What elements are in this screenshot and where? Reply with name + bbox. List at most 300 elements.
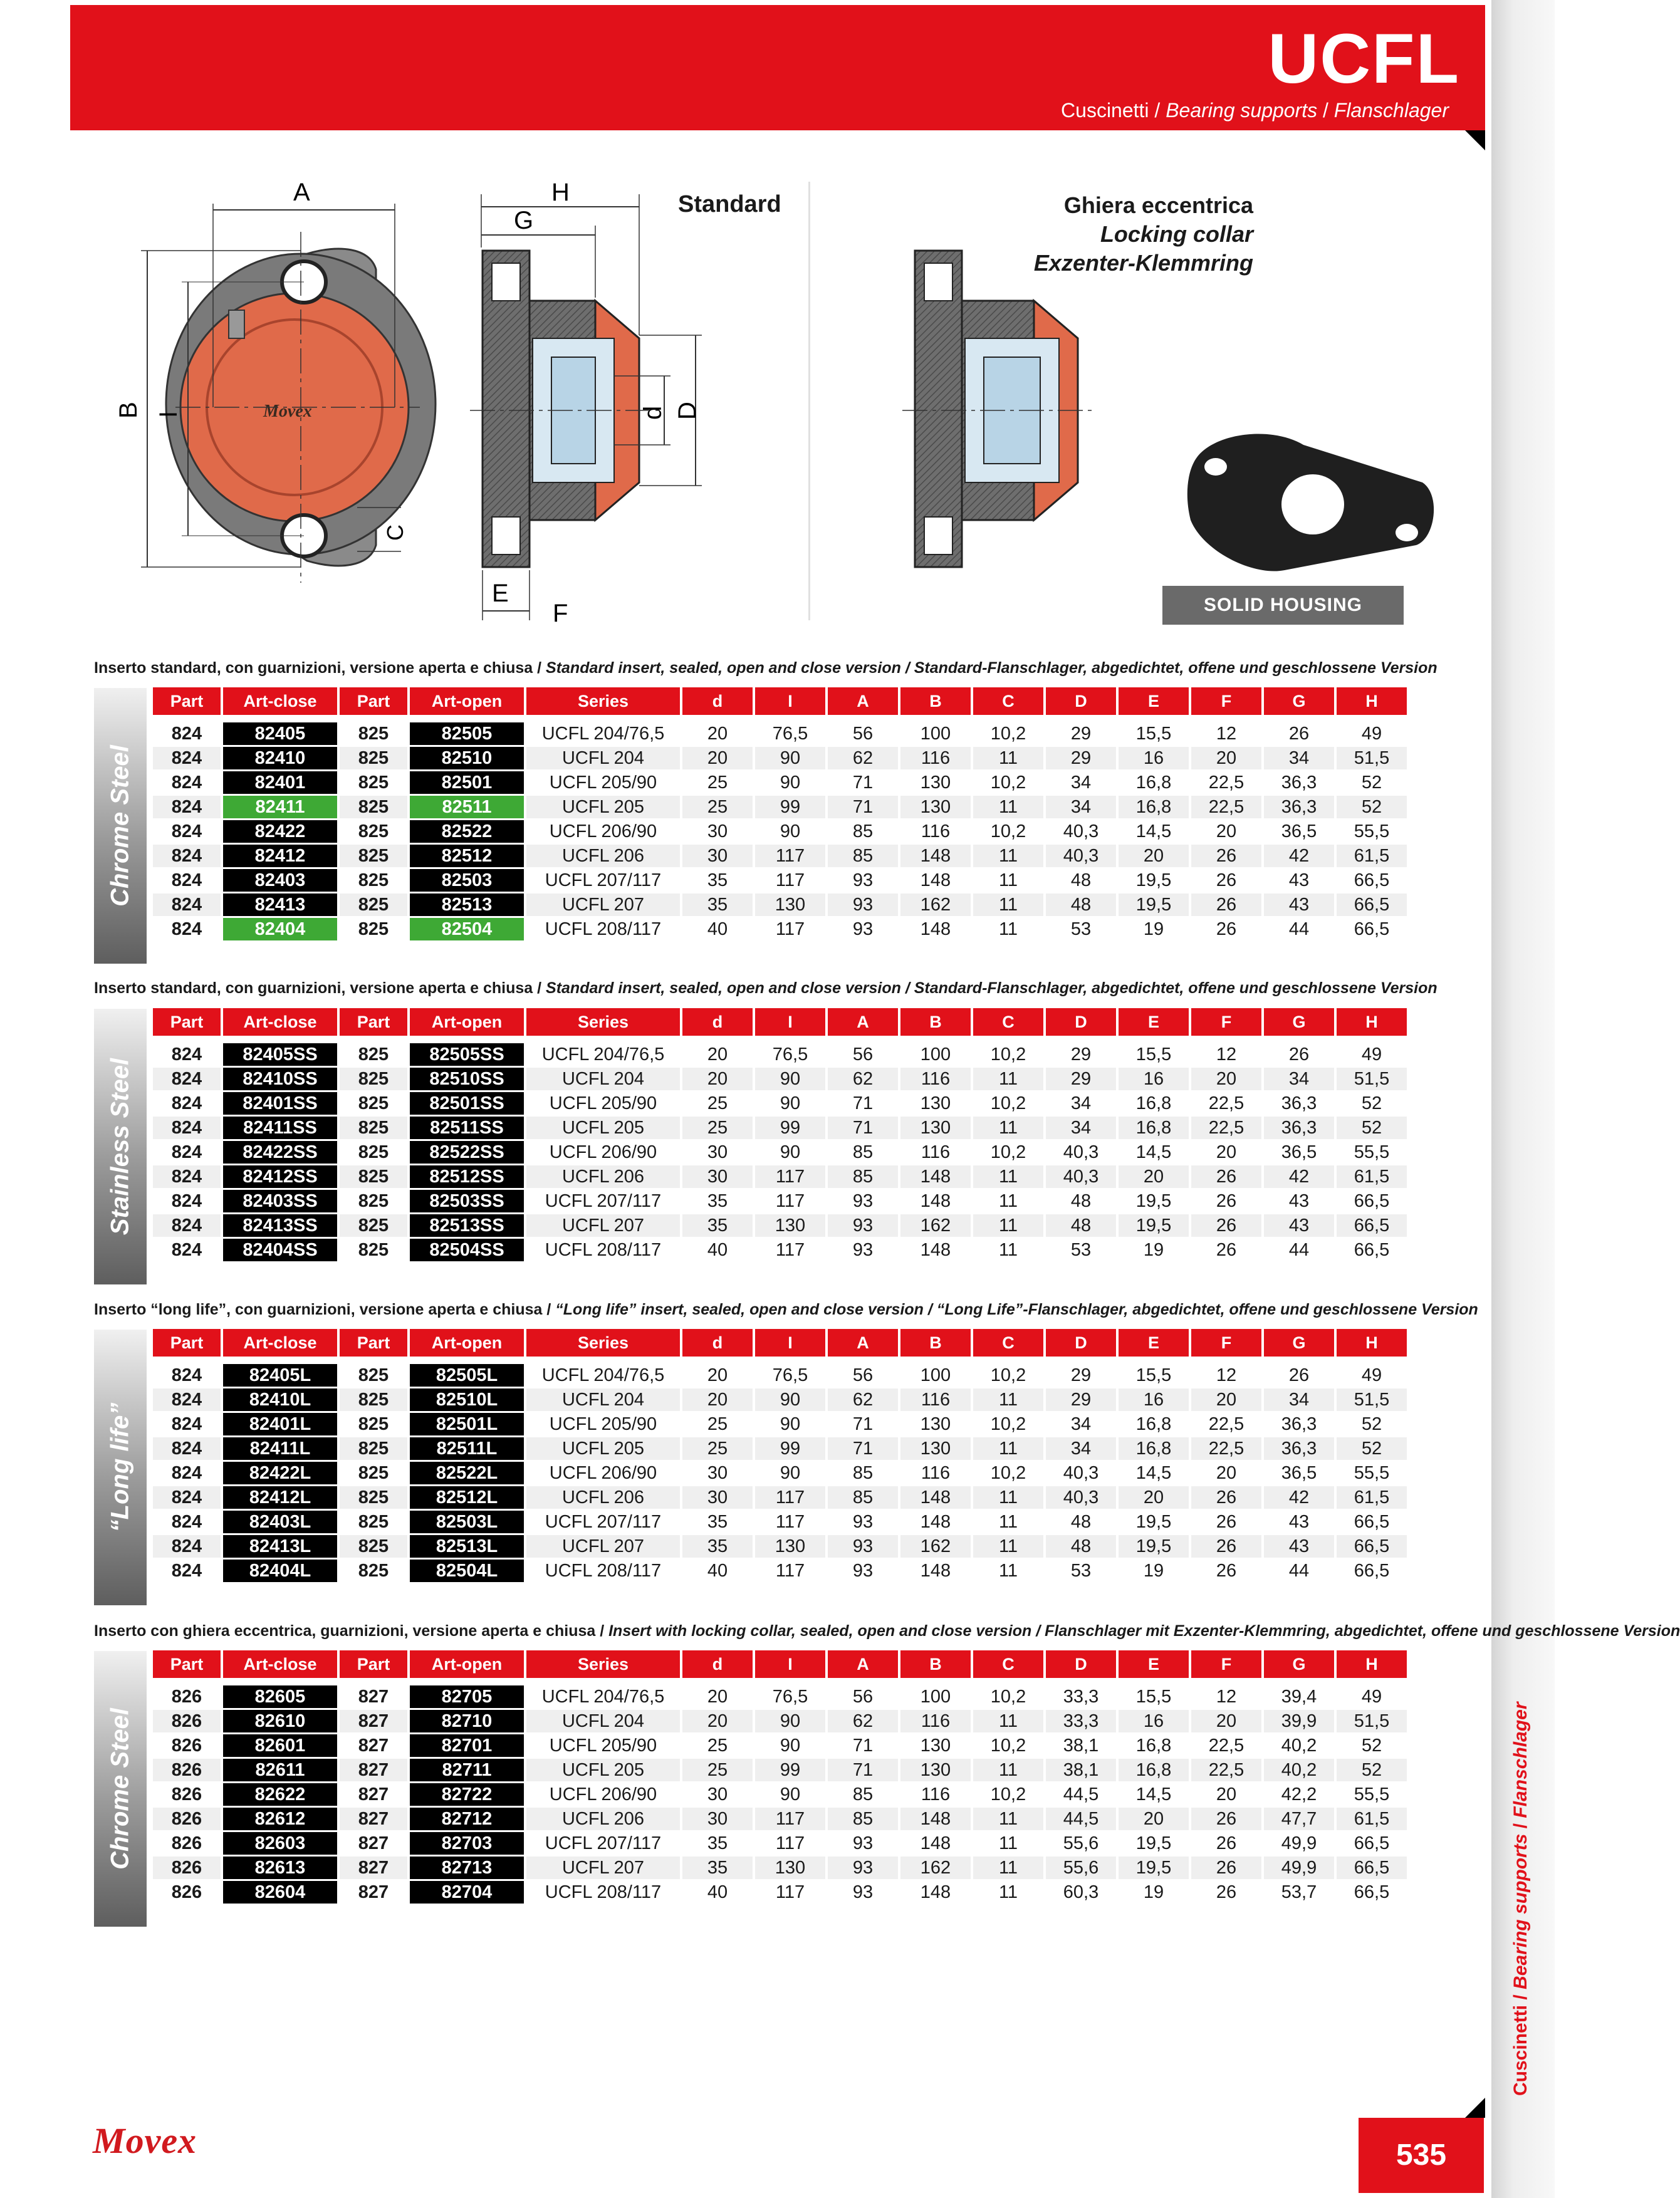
- column-header: d: [682, 1008, 753, 1036]
- table-cell: 40,3: [1046, 845, 1116, 867]
- subtitle-en: Bearing supports: [1166, 99, 1318, 122]
- table-cell: 71: [828, 1437, 898, 1460]
- side-title-de: Flanschlager: [1510, 1702, 1531, 1818]
- table-row: [153, 1734, 1407, 1757]
- table-cell: 10,2: [973, 1364, 1043, 1387]
- table-cell: 826: [153, 1783, 221, 1806]
- table-cell: 85: [828, 1486, 898, 1509]
- table-cell: 148: [900, 1190, 971, 1212]
- art-open-cell: 82501: [410, 771, 524, 794]
- table-cell: 825: [340, 1511, 407, 1533]
- table-cell: 49: [1337, 722, 1407, 745]
- series-cell: UCFL 204/76,5: [526, 1364, 680, 1387]
- art-close-cell: 82603: [223, 1832, 337, 1855]
- column-header: Part: [153, 1650, 221, 1678]
- table-cell: 35: [682, 1857, 753, 1879]
- subtitle-sep: /: [1149, 99, 1166, 122]
- table-cell: 11: [973, 1808, 1043, 1830]
- table-cell: 16,8: [1119, 1092, 1189, 1115]
- dim-B: B: [115, 402, 142, 419]
- side-title-it: Cuscinetti: [1510, 2004, 1531, 2096]
- column-header: D: [1046, 1329, 1116, 1357]
- table-cell: 824: [153, 918, 221, 940]
- table-cell: 93: [828, 1511, 898, 1533]
- series-cell: UCFL 204: [526, 747, 680, 769]
- table-cell: 100: [900, 722, 971, 745]
- table-cell: 148: [900, 918, 971, 940]
- table-cell: 40,2: [1264, 1734, 1334, 1757]
- table-cell: 20: [1191, 747, 1261, 769]
- column-header: C: [973, 1329, 1043, 1357]
- series-cell: UCFL 207: [526, 1535, 680, 1558]
- table-cell: 43: [1264, 1511, 1334, 1533]
- table-cell: 48: [1046, 1190, 1116, 1212]
- table-cell: 11: [973, 1511, 1043, 1533]
- table-cell: 826: [153, 1734, 221, 1757]
- side-running-title: [1510, 1702, 1531, 2096]
- table-row: [153, 869, 1407, 892]
- table-cell: 40,3: [1046, 1486, 1116, 1509]
- table-cell: 824: [153, 1141, 221, 1164]
- column-header: I: [755, 1329, 825, 1357]
- table-cell: 116: [900, 747, 971, 769]
- table-row: [153, 845, 1407, 867]
- subtitle-it: Cuscinetti: [1061, 99, 1149, 122]
- column-header: I: [755, 1650, 825, 1678]
- art-close-cell: 82401L: [223, 1413, 337, 1435]
- table-cell: 29: [1046, 1388, 1116, 1411]
- art-open-cell: 82511SS: [410, 1117, 524, 1139]
- side-title-sep: /: [1510, 1989, 1531, 2005]
- series-cell: UCFL 204/76,5: [526, 1043, 680, 1066]
- table-cell: 71: [828, 1413, 898, 1435]
- table-cell: 25: [682, 1437, 753, 1460]
- table-row: [153, 1535, 1407, 1558]
- table-cell: 71: [828, 1759, 898, 1781]
- art-close-cell: 82422SS: [223, 1141, 337, 1164]
- table-cell: 44,5: [1046, 1783, 1116, 1806]
- table-cell: 71: [828, 1117, 898, 1139]
- table-cell: 42,2: [1264, 1783, 1334, 1806]
- table-cell: 26: [1191, 1239, 1261, 1261]
- table-cell: 116: [900, 1462, 971, 1484]
- table-cell: 25: [682, 1759, 753, 1781]
- section-caption: [94, 979, 1437, 997]
- table-cell: 34: [1046, 1437, 1116, 1460]
- table-cell: 39,4: [1264, 1685, 1334, 1708]
- header-notch: [1465, 130, 1485, 150]
- table-cell: 824: [153, 722, 221, 745]
- section-caption: [94, 659, 1437, 677]
- series-cell: UCFL 207: [526, 1857, 680, 1879]
- table-cell: 827: [340, 1881, 407, 1904]
- column-header: Part: [153, 1329, 221, 1357]
- table-cell: 11: [973, 1486, 1043, 1509]
- table-cell: 26: [1191, 1881, 1261, 1904]
- series-cell: UCFL 205: [526, 1759, 680, 1781]
- table-cell: 15,5: [1119, 1685, 1189, 1708]
- table-row: [153, 1710, 1407, 1732]
- column-header: Art-close: [223, 1329, 337, 1357]
- table-cell: 824: [153, 1364, 221, 1387]
- column-header: E: [1119, 1008, 1189, 1036]
- art-open-cell: 82501SS: [410, 1092, 524, 1115]
- table-header-row: [153, 1329, 1407, 1357]
- table-cell: 33,3: [1046, 1685, 1116, 1708]
- table-row: [153, 1783, 1407, 1806]
- column-header: I: [755, 687, 825, 715]
- column-header: Art-open: [410, 1650, 524, 1678]
- table-cell: 824: [153, 1462, 221, 1484]
- table-cell: 62: [828, 1710, 898, 1732]
- section-side-label: [94, 688, 147, 964]
- dim-G: G: [514, 207, 534, 234]
- table-cell: 11: [973, 1857, 1043, 1879]
- table-cell: 10,2: [973, 1413, 1043, 1435]
- table-row: [153, 1214, 1407, 1237]
- art-close-cell: 82413SS: [223, 1214, 337, 1237]
- table-cell: 825: [340, 1364, 407, 1387]
- table-cell: 10,2: [973, 1141, 1043, 1164]
- column-header: H: [1337, 1329, 1407, 1357]
- art-close-cell: 82411L: [223, 1437, 337, 1460]
- table-cell: 34: [1046, 796, 1116, 818]
- table-cell: 30: [682, 820, 753, 843]
- table-cell: 20: [1119, 1808, 1189, 1830]
- caption-it: Inserto standard, con guarnizioni, versione aperta e chiusa /: [94, 979, 546, 997]
- art-close-cell: 82404L: [223, 1560, 337, 1582]
- table-cell: 130: [900, 796, 971, 818]
- table-cell: 148: [900, 869, 971, 892]
- product-table: [150, 1648, 1409, 1905]
- table-row: [153, 1141, 1407, 1164]
- table-cell: 51,5: [1337, 1388, 1407, 1411]
- series-cell: UCFL 206: [526, 1486, 680, 1509]
- table-cell: 99: [755, 1117, 825, 1139]
- collar-de: Exzenter-Klemmring: [1033, 250, 1253, 276]
- column-header: Series: [526, 1650, 680, 1678]
- dim-A: A: [293, 179, 310, 206]
- table-row: [153, 771, 1407, 794]
- table-cell: 148: [900, 1560, 971, 1582]
- table-cell: 10,2: [973, 771, 1043, 794]
- series-cell: UCFL 204: [526, 1068, 680, 1090]
- table-cell: 19,5: [1119, 1535, 1189, 1558]
- table-cell: 20: [682, 1685, 753, 1708]
- table-cell: 36,3: [1264, 1437, 1334, 1460]
- table-cell: 824: [153, 1165, 221, 1188]
- table-cell: 99: [755, 796, 825, 818]
- column-header: D: [1046, 1650, 1116, 1678]
- table-cell: 16,8: [1119, 1734, 1189, 1757]
- art-close-cell: 82411SS: [223, 1117, 337, 1139]
- subtitle-de: Flanschlager: [1333, 99, 1449, 122]
- table-cell: 14,5: [1119, 1462, 1189, 1484]
- table-cell: 827: [340, 1759, 407, 1781]
- table-row: [153, 1068, 1407, 1090]
- caption-en-de: Standard insert, sealed, open and close version / Standard-Flanschlager, abgedichtet, offene und geschlossene Version: [546, 659, 1437, 677]
- table-cell: 116: [900, 1710, 971, 1732]
- table-cell: 26: [1191, 1808, 1261, 1830]
- column-header: Part: [340, 1650, 407, 1678]
- art-close-cell: 82405L: [223, 1364, 337, 1387]
- art-close-cell: 82613: [223, 1857, 337, 1879]
- table-cell: 48: [1046, 1535, 1116, 1558]
- art-open-cell: 82710: [410, 1710, 524, 1732]
- column-header: E: [1119, 1329, 1189, 1357]
- column-header: F: [1191, 1008, 1261, 1036]
- table-cell: 16,8: [1119, 1437, 1189, 1460]
- table-cell: 93: [828, 1881, 898, 1904]
- table-cell: 11: [973, 1214, 1043, 1237]
- column-header: Part: [340, 1329, 407, 1357]
- table-cell: 825: [340, 1141, 407, 1164]
- table-cell: 16: [1119, 1710, 1189, 1732]
- table-cell: 30: [682, 1462, 753, 1484]
- table-cell: 825: [340, 1117, 407, 1139]
- table-cell: 117: [755, 1511, 825, 1533]
- art-open-cell: 82511L: [410, 1437, 524, 1460]
- column-header: Art-open: [410, 1329, 524, 1357]
- art-close-cell: 82411: [223, 796, 337, 818]
- table-cell: 61,5: [1337, 845, 1407, 867]
- table-cell: 66,5: [1337, 1560, 1407, 1582]
- table-cell: 33,3: [1046, 1710, 1116, 1732]
- table-cell: 827: [340, 1734, 407, 1757]
- table-cell: 11: [973, 1117, 1043, 1139]
- table-cell: 16: [1119, 1388, 1189, 1411]
- art-open-cell: 82522SS: [410, 1141, 524, 1164]
- table-cell: 66,5: [1337, 1214, 1407, 1237]
- art-open-cell: 82704: [410, 1881, 524, 1904]
- table-cell: 19,5: [1119, 1857, 1189, 1879]
- table-cell: 20: [1191, 1068, 1261, 1090]
- section-side-label: [94, 1330, 147, 1605]
- table-cell: 16,8: [1119, 1413, 1189, 1435]
- table-cell: 11: [973, 1881, 1043, 1904]
- art-open-cell: 82510L: [410, 1388, 524, 1411]
- art-open-cell: 82504SS: [410, 1239, 524, 1261]
- table-cell: 20: [1119, 845, 1189, 867]
- table-cell: 19,5: [1119, 1832, 1189, 1855]
- table-cell: 16,8: [1119, 1117, 1189, 1139]
- art-close-cell: 82403L: [223, 1511, 337, 1533]
- table-cell: 35: [682, 1535, 753, 1558]
- table-cell: 19: [1119, 1560, 1189, 1582]
- table-cell: 25: [682, 1117, 753, 1139]
- table-cell: 93: [828, 1535, 898, 1558]
- table-cell: 71: [828, 796, 898, 818]
- column-header: H: [1337, 687, 1407, 715]
- table-cell: 10,2: [973, 1092, 1043, 1115]
- table-cell: 36,3: [1264, 1413, 1334, 1435]
- table-cell: 44: [1264, 1239, 1334, 1261]
- table-cell: 824: [153, 869, 221, 892]
- table-cell: 90: [755, 1710, 825, 1732]
- table-cell: 40,3: [1046, 820, 1116, 843]
- table-cell: 11: [973, 918, 1043, 940]
- table-cell: 162: [900, 893, 971, 916]
- series-cell: UCFL 207/117: [526, 1190, 680, 1212]
- table-cell: 36,5: [1264, 820, 1334, 843]
- table-cell: 825: [340, 1535, 407, 1558]
- table-cell: 34: [1046, 1413, 1116, 1435]
- table-cell: 117: [755, 918, 825, 940]
- table-cell: 25: [682, 1092, 753, 1115]
- table-cell: 34: [1046, 1117, 1116, 1139]
- art-close-cell: 82412SS: [223, 1165, 337, 1188]
- table-cell: 10,2: [973, 820, 1043, 843]
- table-cell: 55,5: [1337, 820, 1407, 843]
- table-cell: 130: [755, 1214, 825, 1237]
- table-cell: 148: [900, 1165, 971, 1188]
- table-row: [153, 1437, 1407, 1460]
- table-row: [153, 893, 1407, 916]
- table-cell: 825: [340, 1486, 407, 1509]
- table-cell: 20: [682, 1710, 753, 1732]
- table-cell: 11: [973, 1388, 1043, 1411]
- table-cell: 66,5: [1337, 1857, 1407, 1879]
- section-view-standard: [470, 179, 702, 627]
- table-cell: 15,5: [1119, 722, 1189, 745]
- front-view: [115, 179, 436, 583]
- table-cell: 85: [828, 845, 898, 867]
- table-cell: 43: [1264, 1190, 1334, 1212]
- table-cell: 825: [340, 722, 407, 745]
- table-cell: 93: [828, 869, 898, 892]
- table-cell: 44: [1264, 1560, 1334, 1582]
- table-row: [153, 1190, 1407, 1212]
- table-cell: 825: [340, 1068, 407, 1090]
- art-open-cell: 82703: [410, 1832, 524, 1855]
- table-cell: 130: [755, 1535, 825, 1558]
- table-cell: 90: [755, 1068, 825, 1090]
- column-header: Art-open: [410, 1008, 524, 1036]
- caption-it: Inserto con ghiera eccentrica, guarnizioni, versione aperta e chiusa /: [94, 1622, 609, 1640]
- table-cell: 824: [153, 1190, 221, 1212]
- table-cell: 117: [755, 845, 825, 867]
- table-row: [153, 1239, 1407, 1261]
- series-cell: UCFL 204: [526, 1710, 680, 1732]
- table-cell: 48: [1046, 1511, 1116, 1533]
- table-cell: 20: [682, 1043, 753, 1066]
- table-cell: 29: [1046, 747, 1116, 769]
- column-header: I: [755, 1008, 825, 1036]
- table-cell: 76,5: [755, 1043, 825, 1066]
- table-cell: 40,3: [1046, 1462, 1116, 1484]
- table-cell: 30: [682, 1808, 753, 1830]
- column-header: G: [1264, 1650, 1334, 1678]
- table-cell: 90: [755, 1413, 825, 1435]
- table-cell: 16,8: [1119, 771, 1189, 794]
- table-cell: 20: [1191, 1783, 1261, 1806]
- table-cell: 148: [900, 1486, 971, 1509]
- table-cell: 130: [755, 1857, 825, 1879]
- dim-E: E: [492, 580, 509, 607]
- art-open-cell: 82512SS: [410, 1165, 524, 1188]
- column-header: Series: [526, 687, 680, 715]
- table-cell: 19,5: [1119, 893, 1189, 916]
- table-cell: 30: [682, 1486, 753, 1509]
- table-cell: 825: [340, 1437, 407, 1460]
- table-cell: 148: [900, 1239, 971, 1261]
- series-cell: UCFL 206: [526, 1808, 680, 1830]
- table-row: [153, 918, 1407, 940]
- art-close-cell: 82410L: [223, 1388, 337, 1411]
- table-cell: 66,5: [1337, 869, 1407, 892]
- table-row: [153, 1759, 1407, 1781]
- art-close-cell: 82604: [223, 1881, 337, 1904]
- table-cell: 47,7: [1264, 1808, 1334, 1830]
- dim-F: F: [553, 600, 568, 627]
- table-cell: 93: [828, 1560, 898, 1582]
- column-header: C: [973, 687, 1043, 715]
- table-cell: 116: [900, 1783, 971, 1806]
- table-cell: 36,5: [1264, 1462, 1334, 1484]
- table-cell: 34: [1046, 1092, 1116, 1115]
- table-cell: 11: [973, 1239, 1043, 1261]
- table-row: [153, 1857, 1407, 1879]
- table-cell: 26: [1191, 869, 1261, 892]
- table-cell: 117: [755, 1165, 825, 1188]
- table-cell: 11: [973, 1068, 1043, 1090]
- table-cell: 162: [900, 1214, 971, 1237]
- series-cell: UCFL 206/90: [526, 820, 680, 843]
- table-cell: 34: [1046, 771, 1116, 794]
- table-cell: 25: [682, 796, 753, 818]
- table-cell: 827: [340, 1808, 407, 1830]
- table-cell: 90: [755, 820, 825, 843]
- series-cell: UCFL 208/117: [526, 1881, 680, 1904]
- table-cell: 42: [1264, 845, 1334, 867]
- table-cell: 49: [1337, 1685, 1407, 1708]
- table-cell: 36,5: [1264, 1141, 1334, 1164]
- table-cell: 162: [900, 1535, 971, 1558]
- table-cell: 20: [1191, 1462, 1261, 1484]
- table-cell: 53,7: [1264, 1881, 1334, 1904]
- series-cell: UCFL 207: [526, 893, 680, 916]
- series-cell: UCFL 205/90: [526, 1413, 680, 1435]
- column-header: Part: [340, 687, 407, 715]
- table-cell: 148: [900, 1808, 971, 1830]
- column-header: F: [1191, 1650, 1261, 1678]
- art-open-cell: 82513L: [410, 1535, 524, 1558]
- table-cell: 11: [973, 1165, 1043, 1188]
- table-cell: 824: [153, 1560, 221, 1582]
- column-header: Art-open: [410, 687, 524, 715]
- dim-I: I: [155, 410, 182, 418]
- spacer-cell: [153, 1358, 1407, 1362]
- column-header: G: [1264, 1008, 1334, 1036]
- table-cell: 85: [828, 1462, 898, 1484]
- table-cell: 826: [153, 1710, 221, 1732]
- table-cell: 117: [755, 1832, 825, 1855]
- table-cell: 90: [755, 771, 825, 794]
- table-cell: 26: [1191, 1511, 1261, 1533]
- table-cell: 824: [153, 1535, 221, 1558]
- spacer-cell: [153, 1680, 1407, 1684]
- series-cell: UCFL 208/117: [526, 1560, 680, 1582]
- table-cell: 30: [682, 1165, 753, 1188]
- table-cell: 16: [1119, 747, 1189, 769]
- table-row: [153, 1832, 1407, 1855]
- table-cell: 825: [340, 1388, 407, 1411]
- table-cell: 824: [153, 771, 221, 794]
- art-close-cell: 82403SS: [223, 1190, 337, 1212]
- table-cell: 130: [900, 1759, 971, 1781]
- table-cell: 55,5: [1337, 1783, 1407, 1806]
- table-row: [153, 1092, 1407, 1115]
